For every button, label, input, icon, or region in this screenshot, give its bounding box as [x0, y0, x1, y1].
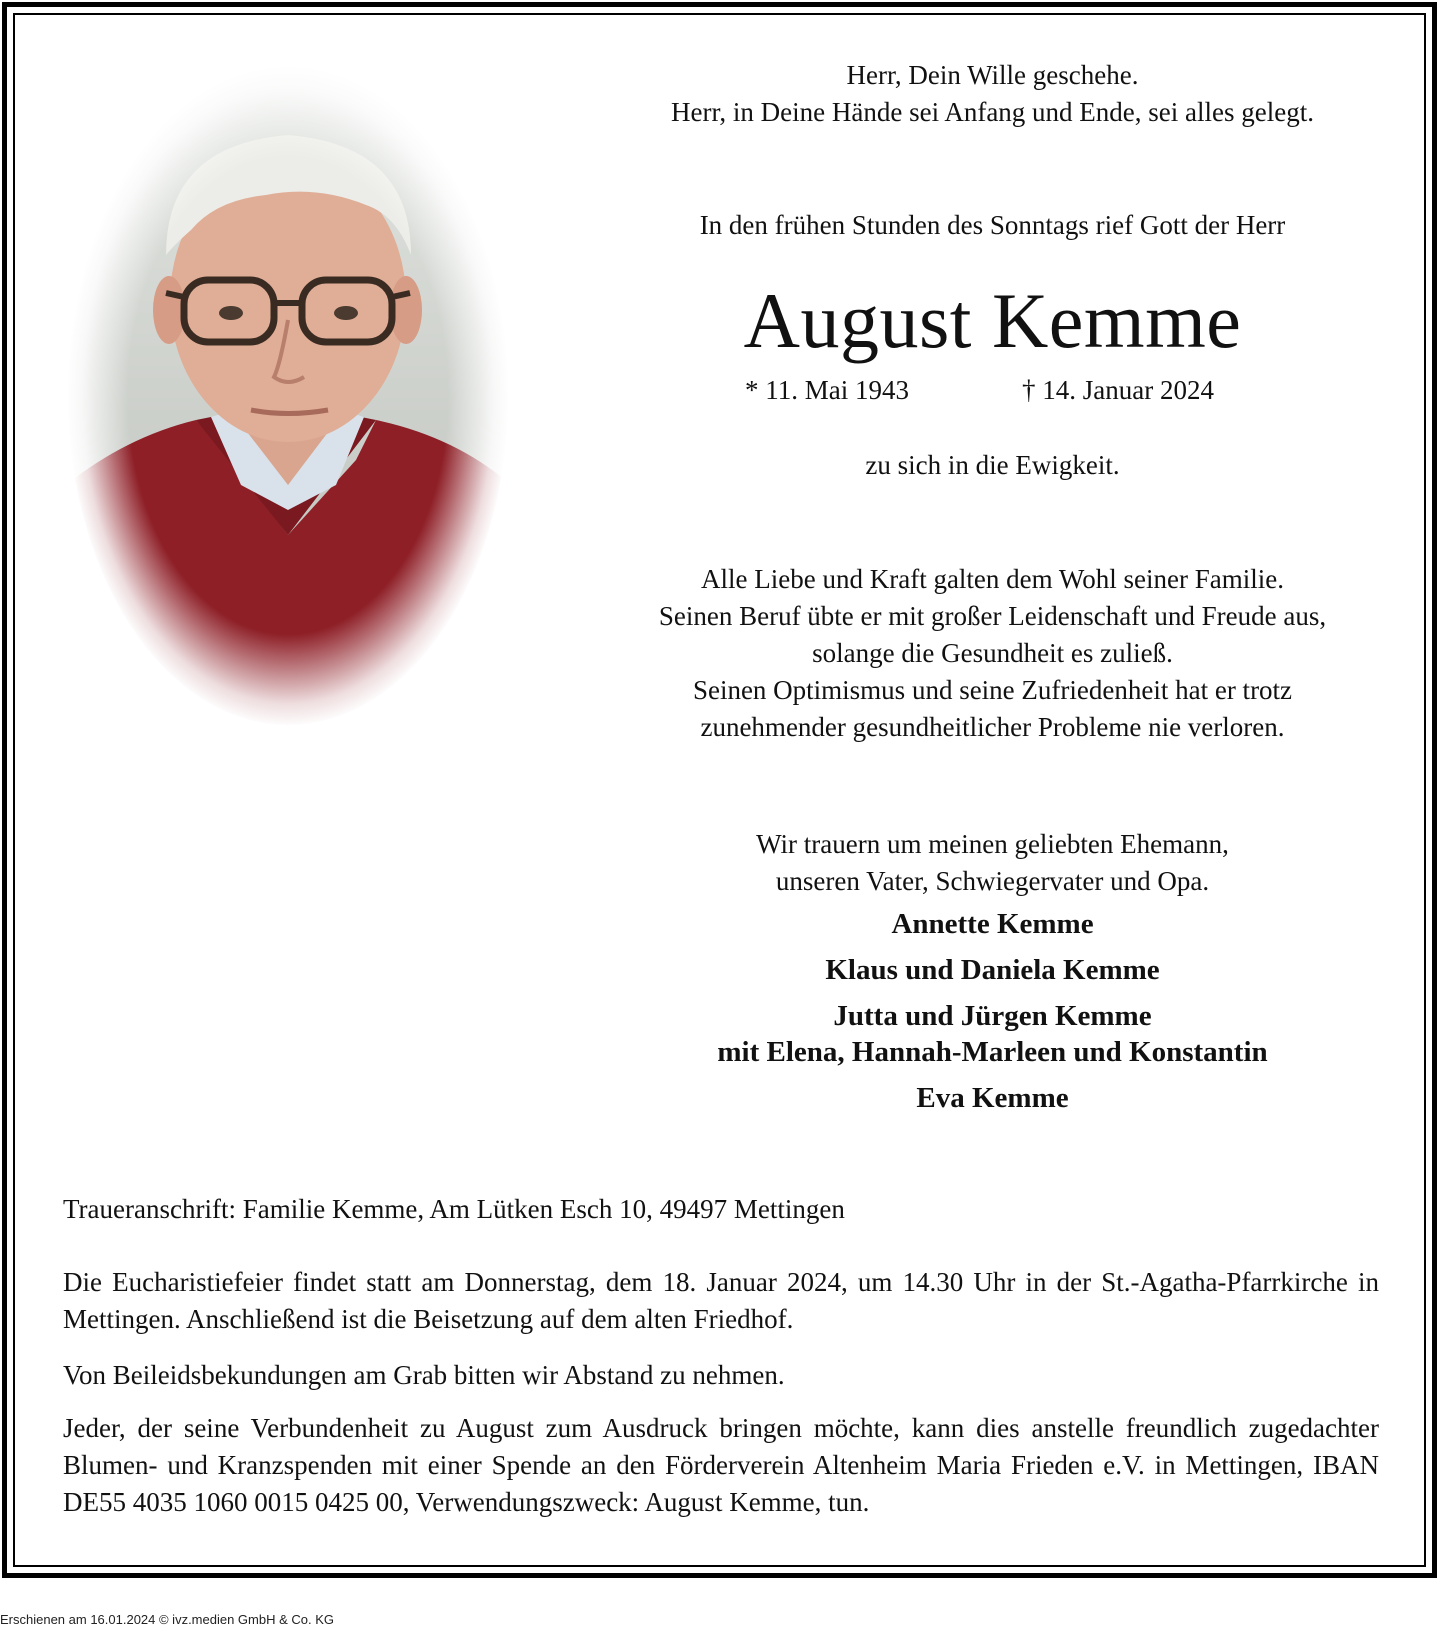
donation-note: Jeder, der seine Verbundenheit zu August zum Ausdruck bringen möchte, kann dies anstelle freundlich zugedachter Blumen- und Kranzspenden mit einer Spende an den Förderverein Altenheim Maria Frieden e.V. in Mettingen, IBAN DE55 4035 1060 0015 0425 00, Verwendungszweck: August Kemme, tun. [63, 1413, 1379, 1517]
birth-date: * 11. Mai 1943 [745, 375, 909, 405]
family-member: Eva Kemme [916, 1082, 1069, 1114]
condolence-note: Von Beileidsbekundungen am Grab bitten wir Abstand zu nehmen. [63, 1360, 785, 1390]
mourning-address: Traueranschrift: Familie Kemme, Am Lütken Esch 10, 49497 Mettingen [63, 1194, 845, 1224]
family-member: Jutta und Jürgen Kemme [833, 1000, 1152, 1032]
death-date: † 14. Januar 2024 [1022, 375, 1214, 405]
portrait-photo [66, 65, 511, 727]
bible-verse [595, 57, 1390, 131]
publication-footer: Erschienen am 16.01.2024 © ivz.medien GmbH & Co. KG [0, 1612, 335, 1627]
tribute-paragraph [595, 561, 1390, 746]
eternity-text: zu sich in die Ewigkeit. [865, 450, 1120, 480]
intro-text: In den frühen Stunden des Sonntags rief Gott der Herr [699, 210, 1286, 240]
tribute-line: solange die Gesundheit es zuließ. [812, 638, 1173, 668]
verse-line: Herr, Dein Wille geschehe. [846, 60, 1139, 90]
tribute-line: zunehmender gesundheitlicher Probleme nie verloren. [700, 712, 1285, 742]
family-member: Klaus und Daniela Kemme [825, 954, 1160, 986]
deceased-name: August Kemme [743, 277, 1242, 364]
mourning-statement [595, 826, 1390, 900]
family-member: mit Elena, Hannah-Marleen und Konstantin [717, 1036, 1268, 1068]
tribute-line: Seinen Beruf übte er mit großer Leidenschaft und Freude aus, [658, 601, 1327, 631]
family-member: Annette Kemme [891, 908, 1094, 940]
mourning-line: Wir trauern um meinen geliebten Ehemann, [756, 829, 1229, 859]
tribute-line: Seinen Optimismus und seine Zufriedenheit hat er trotz [692, 675, 1293, 705]
family-signatures [595, 905, 1390, 1117]
verse-line: Herr, in Deine Hände sei Anfang und Ende, sei alles gelegt. [671, 97, 1314, 127]
eternity-line [595, 447, 1390, 484]
tribute-line: Alle Liebe und Kraft galten dem Wohl seiner Familie. [701, 564, 1284, 594]
service-info: Die Eucharistiefeier findet statt am Donnerstag, dem 18. Januar 2024, um 14.30 Uhr in der St.-Agatha-Pfarrkirche in Mettingen. Anschließend ist die Beisetzung auf dem alten Friedhof. [63, 1267, 1379, 1334]
intro-line [595, 207, 1390, 244]
mourning-line: unseren Vater, Schwiegervater und Opa. [775, 866, 1210, 896]
